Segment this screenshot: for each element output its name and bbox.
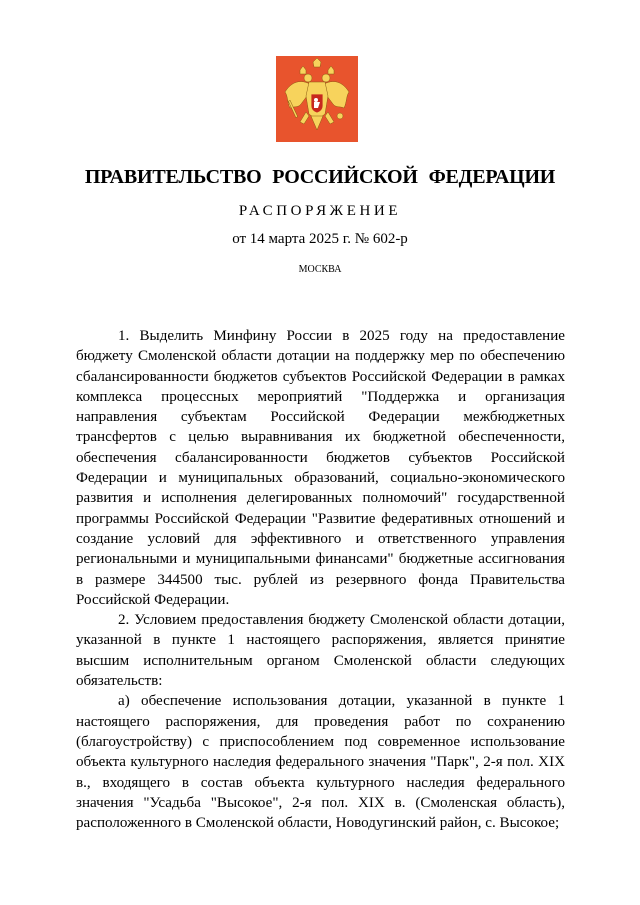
paragraph-2a: а) обеспечение использования дотации, указанной в пункте 1 настоящего распоряжения, для проведения работ по сохранению (благоустройству) с приспособлением под современное использование объекта культурного наследия федерального значения "Парк", 2-я пол. XIX в., входящего в состав объекта культурного наследия федерального значения "Усадьба "Высокое", 2-я пол. XIX в. (Смоленская область), расположенного в Смоленской области, Новодугинский район, с. Высокое; [76, 693, 565, 832]
document-date-number: от 14 марта 2025 г. № 602-р [232, 231, 408, 247]
paragraph-2: 2. Условием предоставления бюджету Смоленской области дотации, указанной в пункте 1 настоящего распоряжения, является принятие высшим исполнительным органом Смоленской области следующих обязательств: [76, 612, 565, 690]
government-title: ПРАВИТЕЛЬСТВО РОССИЙСКОЙ ФЕДЕРАЦИИ [84, 166, 556, 188]
paragraph-1: 1. Выделить Минфину России в 2025 году на предоставление бюджету Смоленской области дотации на поддержку мер по обеспечению сбалансированности бюджетов субъектов Российской Федерации в рамках комплекса процессных мероприятий "Поддержка и организация направления субъектам Российской Федерации межбюджетных трансфертов с целью выравнивания их бюджетной обеспеченности, обеспечения сбалансированности бюджетов субъектов Российской Федерации и муниципальных образований, социально-экономического развития и исполнения делегированных полномочий" государственной программы Российской Федерации "Развитие федеративных отношений и создание условий для эффективного и ответственного управления региональными и муниципальными финансами" бюджетные ассигнования в размере 344500 тыс. рублей из резервного фонда Правительства Российской Федерации. [76, 328, 565, 608]
document-type: РАСПОРЯЖЕНИЕ [238, 203, 402, 219]
document-city: МОСКВА [298, 264, 342, 275]
document-body [76, 326, 565, 833]
coat-of-arms-russia-icon [276, 56, 358, 142]
